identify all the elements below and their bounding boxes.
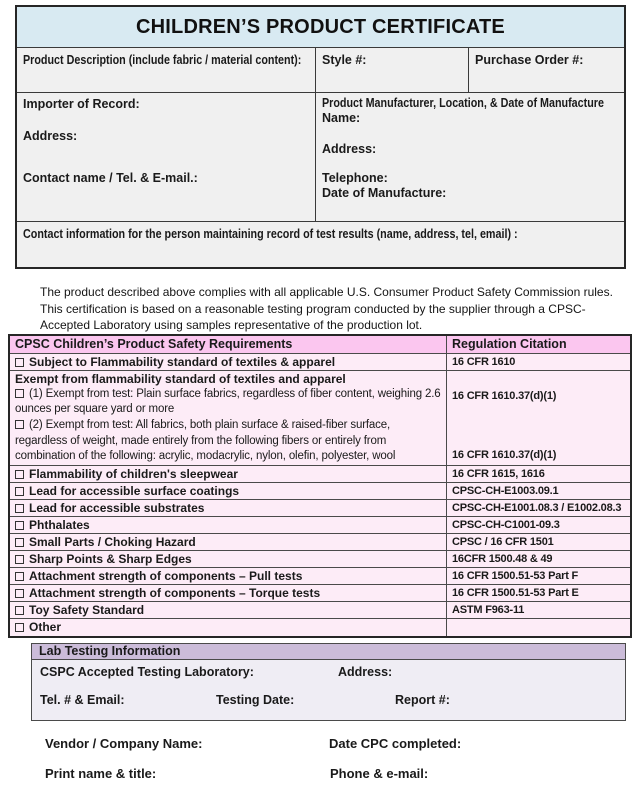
requirement-label: Other xyxy=(29,620,62,635)
citation-cell: CPSC-CH-C1001-09.3 xyxy=(452,519,560,532)
record-keeper-label: Contact information for the person maintaining record of test results (name, address, tel, email) : xyxy=(23,227,518,241)
style-number-field[interactable] xyxy=(316,48,469,92)
purchase-order-label: Purchase Order #: xyxy=(475,53,584,67)
checkbox-sharp-points-edges[interactable] xyxy=(15,555,24,564)
checkbox-pull-tests[interactable] xyxy=(15,572,24,581)
checkbox-exempt-plain-surface[interactable] xyxy=(15,389,24,398)
exempt-item2-label: (2) Exempt from test: All fabrics, both plain surface & raised-fiber surface, regardless of weight, made entirely from the following fibers or entirely from combination of the following: acrylic, modacrylic, nylon, olefin, polyester, wool xyxy=(15,419,396,462)
style-number-label: Style #: xyxy=(322,53,367,67)
citation-cell: 16 CFR 1615, 1616 xyxy=(452,468,545,481)
requirement-label: Sharp Points & Sharp Edges xyxy=(29,552,192,567)
requirement-cell xyxy=(10,354,447,370)
citation-cell: 16CFR 1500.48 & 49 xyxy=(452,553,553,566)
certificate-header-form xyxy=(15,5,626,269)
citation-cell xyxy=(447,619,630,636)
citation-cell: 16 CFR 1500.51-53 Part E xyxy=(452,587,579,600)
manufacturer-address-label: Address: xyxy=(322,142,377,156)
table-row xyxy=(10,602,630,619)
checkbox-sleepwear-flammability[interactable] xyxy=(15,470,24,479)
manufacturer-header-label: Product Manufacturer, Location, & Date of Manufacture xyxy=(322,96,604,110)
lab-testing-body[interactable] xyxy=(32,660,625,720)
checkbox-lead-surface-coatings[interactable] xyxy=(15,487,24,496)
citation-cell: CPSC-CH-E1001.08.3 / E1002.08.3 xyxy=(452,502,622,515)
requirement-cell xyxy=(10,551,447,567)
requirement-label: Subject to Flammability standard of textiles & apparel xyxy=(29,354,336,369)
requirement-cell xyxy=(10,585,447,601)
manufacture-date-label: Date of Manufacture: xyxy=(322,186,447,200)
table-header-row xyxy=(10,336,630,354)
lab-testing-header: Lab Testing Information xyxy=(32,644,625,660)
table-row xyxy=(10,483,630,500)
importer-contact-label: Contact name / Tel. & E-mail.: xyxy=(23,171,198,185)
checkbox-phthalates[interactable] xyxy=(15,521,24,530)
requirements-table xyxy=(8,334,632,638)
testing-date-label: Testing Date: xyxy=(216,693,295,707)
table-row xyxy=(10,619,630,636)
requirement-label: Attachment strength of components – Torque tests xyxy=(29,586,321,601)
requirement-cell xyxy=(10,602,447,618)
citation-cell: CPSC-CH-E1003.09.1 xyxy=(452,485,559,498)
requirement-label: Lead for accessible surface coatings xyxy=(29,484,240,499)
exempt-intro-label: Exempt from flammability standard of textiles and apparel xyxy=(15,371,346,386)
requirement-label: Phthalates xyxy=(29,518,90,533)
checkbox-toy-safety[interactable] xyxy=(15,606,24,615)
requirement-cell xyxy=(10,483,447,499)
checkbox-exempt-all-fabrics[interactable] xyxy=(15,420,24,429)
requirements-column-header: CPSC Children’s Product Safety Requirements xyxy=(10,336,447,353)
requirement-label: Toy Safety Standard xyxy=(29,603,145,618)
lab-name-label: CSPC Accepted Testing Laboratory: xyxy=(40,665,254,679)
citation-cell: CPSC / 16 CFR 1501 xyxy=(452,536,554,549)
compliance-statement: The product described above complies with all applicable U.S. Consumer Product Safety Commission rules. This certification is based on a reasonable testing program conducted by the supplier through a CPSC-Accepted Laboratory using samples representative of the production lot. xyxy=(40,285,613,332)
citation-column-header: Regulation Citation xyxy=(452,337,567,351)
manufacturer-telephone-label: Telephone: xyxy=(322,171,388,185)
table-row xyxy=(10,354,630,371)
product-description-field[interactable] xyxy=(17,48,316,92)
requirement-label: Attachment strength of components – Pull tests xyxy=(29,569,303,584)
lab-testing-section xyxy=(31,643,626,721)
requirement-label: Lead for accessible substrates xyxy=(29,501,205,516)
table-row xyxy=(10,551,630,568)
citation-cell: 16 CFR 1610 xyxy=(452,355,516,368)
date-completed-label: Date CPC completed: xyxy=(329,736,462,751)
manufacturer-field[interactable] xyxy=(316,93,624,221)
requirement-cell xyxy=(10,466,447,482)
exempt-citation-cell xyxy=(447,371,630,466)
importer-address-label: Address: xyxy=(23,129,78,143)
citation-cell: 16 CFR 1500.51-53 Part F xyxy=(452,570,579,583)
checkbox-other[interactable] xyxy=(15,623,24,632)
exempt-item1-label: (1) Exempt from test: Plain surface fabrics, regardless of fiber content, weighing 2.6 ounces per square yard or more xyxy=(15,388,441,416)
product-info-row xyxy=(17,48,624,93)
lab-address-label: Address: xyxy=(338,665,393,679)
checkbox-small-parts[interactable] xyxy=(15,538,24,547)
page-title: CHILDREN’S PRODUCT CERTIFICATE xyxy=(136,16,505,38)
table-row xyxy=(10,534,630,551)
table-row xyxy=(10,466,630,483)
phone-email-label: Phone & e-mail: xyxy=(330,766,429,781)
parties-row xyxy=(17,93,624,222)
exempt-row xyxy=(10,371,630,467)
manufacturer-name-label: Name: xyxy=(322,111,361,125)
checkbox-torque-tests[interactable] xyxy=(15,589,24,598)
requirement-cell xyxy=(10,500,447,516)
citation-cell: ASTM F963-11 xyxy=(452,604,525,617)
print-name-label: Print name & title: xyxy=(45,766,157,781)
requirement-label: Flammability of children's sleepwear xyxy=(29,467,238,482)
record-keeper-field[interactable] xyxy=(17,222,624,267)
checkbox-lead-substrates[interactable] xyxy=(15,504,24,513)
exempt-requirement-cell xyxy=(10,371,447,466)
report-number-label: Report #: xyxy=(395,693,450,707)
importer-record-label: Importer of Record: xyxy=(23,97,140,111)
exempt-item2-citation: 16 CFR 1610.37(d)(1) xyxy=(452,448,557,461)
table-row xyxy=(10,517,630,534)
importer-field[interactable] xyxy=(17,93,316,221)
title-bar xyxy=(17,7,624,48)
vendor-name-label: Vendor / Company Name: xyxy=(45,736,203,751)
table-row xyxy=(10,585,630,602)
requirement-cell xyxy=(10,619,447,636)
requirement-cell xyxy=(10,517,447,533)
lab-tel-label: Tel. # & Email: xyxy=(40,693,125,707)
requirement-label: Small Parts / Choking Hazard xyxy=(29,535,196,550)
product-description-label: Product Description (include fabric / material content): xyxy=(23,53,302,67)
table-row xyxy=(10,568,630,585)
requirement-cell xyxy=(10,568,447,584)
checkbox-subject-flammability[interactable] xyxy=(15,358,24,367)
record-keeper-row xyxy=(17,222,624,267)
table-row xyxy=(10,500,630,517)
requirement-cell xyxy=(10,534,447,550)
exempt-item1-citation: 16 CFR 1610.37(d)(1) xyxy=(452,389,557,402)
purchase-order-field[interactable] xyxy=(469,48,624,92)
